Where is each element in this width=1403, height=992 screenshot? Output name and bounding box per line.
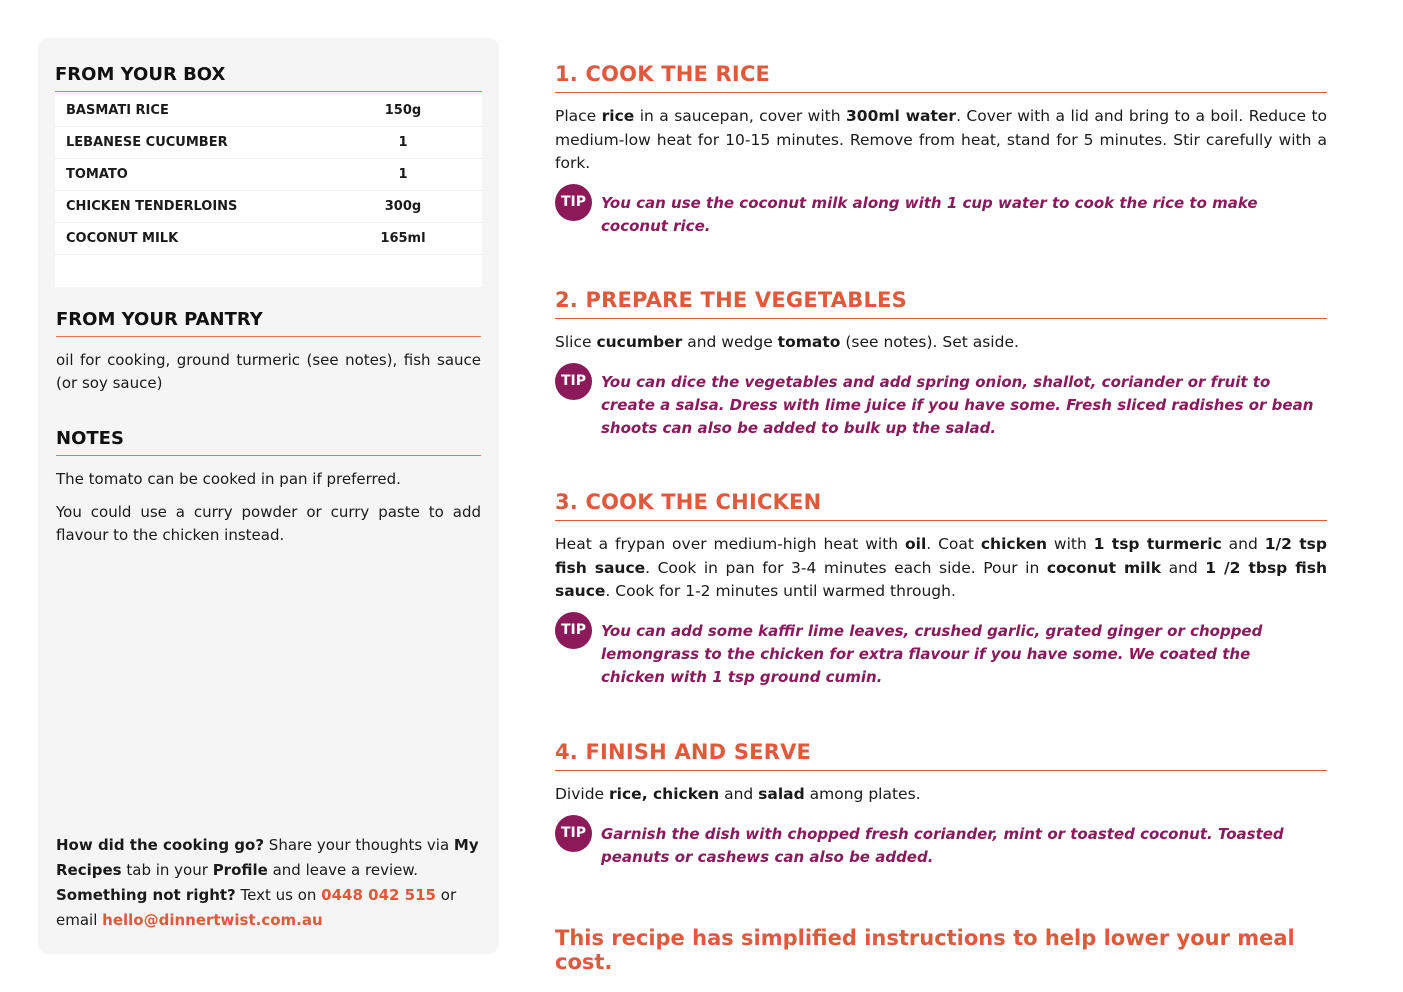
text-bold: coconut milk [1046,558,1162,577]
table-row [55,223,482,255]
tip-badge: TIP [555,612,592,649]
step-text [555,533,1327,604]
table-row [55,127,482,159]
feedback-text-part: tab in your [121,861,213,879]
text-bold: oil [905,535,927,553]
tip-text: You can use the coconut milk along with 1 cup water to cook the rice to make coconut rice. [601,193,1258,235]
text-part: . Cook for 1-2 minutes until warmed through. [605,582,956,600]
feedback-text-part: Text us on [235,886,322,904]
text-bold: salad [758,785,805,803]
ingredient-name: LEBANESE CUCUMBER [66,135,228,150]
feedback-question: How did the cooking go? [56,836,265,854]
text-part: and [1221,535,1265,553]
from-your-pantry-heading: FROM YOUR PANTRY [56,309,481,337]
ingredient-name: CHICKEN TENDERLOINS [66,199,238,214]
text-part: Divide [555,785,610,803]
step-title: 2. PREPARE THE VEGETABLES [555,288,1327,319]
step-title: 1. COOK THE RICE [555,62,1327,93]
simplified-instructions-note: This recipe has simplified instructions to help lower your meal cost. [555,926,1295,974]
ingredient-qty: 165ml [380,231,426,246]
step-text [555,331,1327,355]
step-prepare-vegetables [555,288,1327,440]
text-bold: 1 tsp turmeric [1093,535,1222,553]
tip-box [555,823,1327,869]
box-ingredients-table [55,95,482,287]
tip-box [555,371,1327,440]
note-text: You could use a curry powder or curry paste to add flavour to the chicken instead. [56,503,481,544]
step-text [555,105,1327,176]
text-part: and [1161,558,1206,577]
text-part: Heat a frypan over medium-high heat with [555,535,906,553]
feedback-text-part: or email [56,886,457,929]
text-bold: cucumber [596,333,683,351]
tip-badge: TIP [555,815,592,852]
tip-box [555,620,1327,689]
phone-link[interactable]: 0448 042 515 [321,886,436,904]
step-cook-rice [555,62,1327,238]
text-bold: 300ml water [846,107,957,125]
tip-text: Garnish the dish with chopped fresh coriander, mint or toasted coconut. Toasted peanuts or cashews can also be added. [601,824,1284,866]
text-part: and [719,785,759,803]
text-part: and wedge [682,333,778,351]
table-row [55,159,482,191]
text-part: . Cover with a lid and bring to a boil. Reduce to medium-low heat for 10-15 minutes. Remove from heat, stand for 5 minutes. Stir carefully with a fork. [555,107,1328,172]
ingredient-qty: 300g [384,199,422,214]
text-part: in a saucepan, cover with [634,107,846,125]
ingredient-qty: 1 [398,135,408,150]
from-your-box-heading: FROM YOUR BOX [55,64,482,92]
tip-badge: TIP [555,363,592,400]
text-bold: 1 /2 tbsp fish sauce [555,558,1328,600]
support-question: Something not right? [56,886,236,904]
text-part: Slice [555,333,597,351]
text-bold: chicken [980,535,1048,553]
step-title: 4. FINISH AND SERVE [555,740,1327,771]
pantry-text: oil for cooking, ground turmeric (see notes), fish sauce (or soy sauce) [56,351,481,392]
text-bold: rice, chicken [609,785,720,803]
table-row [55,191,482,223]
text-bold: 1/2 tsp fish sauce [555,535,1327,577]
table-row [55,95,482,127]
step-text [555,783,1327,807]
text-part: among plates. [804,785,921,803]
note-text: The tomato can be cooked in pan if preferred. [56,470,401,488]
ingredient-qty: 1 [398,167,408,182]
step-finish-serve [555,740,1327,869]
ingredient-name: BASMATI RICE [66,103,169,118]
step-title: 3. COOK THE CHICKEN [555,490,1327,521]
ingredient-qty: 150g [384,103,422,118]
feedback-text-part: and leave a review. [267,861,419,879]
email-link[interactable]: hello@dinnertwist.com.au [102,911,323,929]
ingredient-name: TOMATO [66,167,128,182]
my-recipes-label: My Recipes [56,836,479,879]
text-part: . Cook in pan for 3-4 minutes each side. Pour in [645,558,1047,577]
text-bold: tomato [777,333,841,351]
tip-badge: TIP [555,184,592,221]
step-cook-chicken [555,490,1327,689]
text-part: . Coat [926,535,981,553]
feedback-text [56,833,486,933]
ingredients-panel [38,38,499,954]
text-bold: rice [601,107,635,125]
ingredient-name: COCONUT MILK [66,231,179,246]
text-part: Place [555,107,602,125]
notes-heading: NOTES [56,428,481,456]
text-part: (see notes). Set aside. [840,333,1019,351]
feedback-text-part: Share your thoughts via [264,836,454,854]
tip-box [555,192,1327,238]
profile-label: Profile [212,861,268,879]
text-part: with [1047,535,1094,553]
tip-text: You can dice the vegetables and add spring onion, shallot, coriander or fruit to create a salsa. Dress with lime juice if you have some. Fresh sliced radishes or bean shoots can also be added to bulk up the salad. [601,372,1314,437]
tip-text: You can add some kaffir lime leaves, crushed garlic, grated ginger or chopped lemongrass to the chicken for extra flavour if you have some. We coated the chicken with 1 tsp ground cumin. [601,621,1263,686]
